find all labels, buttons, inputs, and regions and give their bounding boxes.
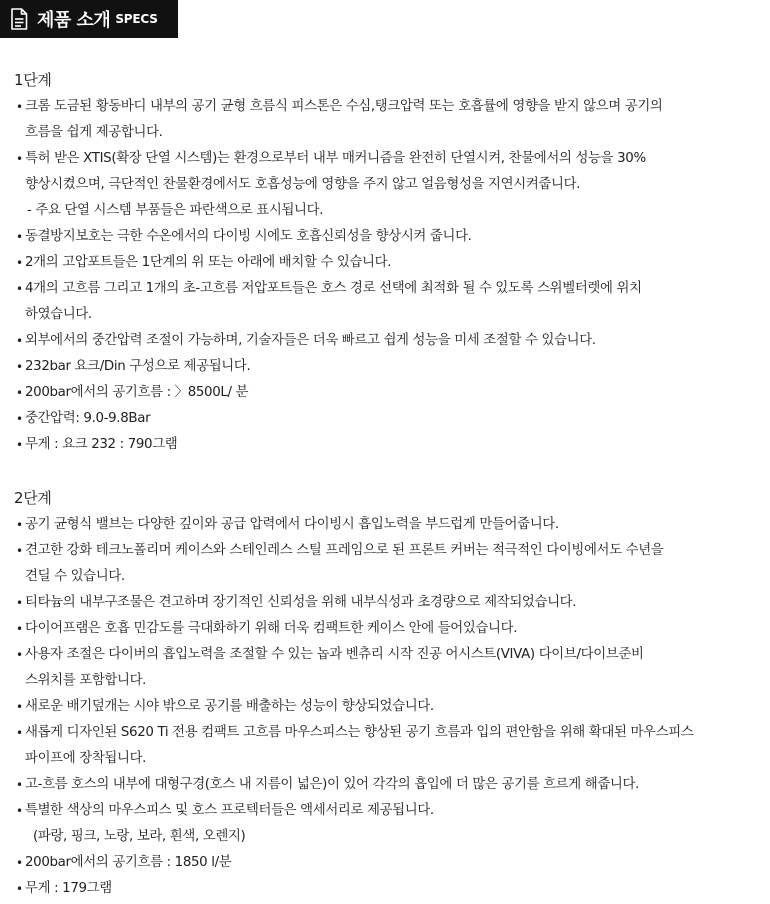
spec-text: 견고한 강화 테크노폴리머 케이스와 스테인레스 스틸 프레임으로 된 프론트 커버는 적극적인 다이빙에서도 수년을 (25, 543, 664, 558)
spec-text-continued: (파랑, 핑크, 노랑, 보라, 흰색, 오렌지) (33, 829, 246, 844)
spec-item (0, 772, 770, 798)
spec-text-continued: 향상시켰으며, 극단적인 찬물환경에서도 호흡성능에 영향을 주지 않고 얼음형성을 지연시켜줍니다. (25, 177, 581, 192)
spec-text-continued: 파이프에 장착됩니다. (25, 751, 147, 766)
spec-text: 200bar에서의 공기흐름 : 〉8500L/ 분 (25, 385, 249, 400)
spec-item (0, 94, 770, 146)
spec-text: 외부에서의 중간압력 조절이 가능하며, 기술자들은 더욱 빠르고 쉽게 성능을 미세 조절할 수 있습니다. (25, 333, 596, 348)
stage2-spec-list (0, 512, 770, 902)
spec-item (0, 850, 770, 876)
spec-item (0, 694, 770, 720)
stage1-section (0, 68, 770, 458)
spec-text: 공기 균형식 밸브는 다양한 깊이와 공급 압력에서 다이빙시 흡입노력을 부드럽게 만들어줍니다. (25, 517, 559, 532)
spec-text: 동결방지보호는 극한 수온에서의 다이빙 시에도 호흡신뢰성을 향상시켜 줍니다. (25, 229, 472, 244)
spec-item (0, 432, 770, 458)
stage1-title: 1단계 (14, 71, 52, 89)
spec-text: 중간압력: 9.0-9.8Bar (25, 411, 151, 426)
spec-text: 새로운 배기덮개는 시야 밖으로 공기를 배출하는 성능이 향상되었습니다. (25, 699, 434, 714)
spec-text: 200bar에서의 공기흐름 : 1850 l/분 (25, 855, 232, 870)
header-subtitle: SPECS (115, 12, 158, 26)
spec-text-continued: 흐름을 쉽게 제공합니다. (25, 125, 163, 140)
spec-item (0, 276, 770, 328)
spec-text: 2개의 고압포트들은 1단계의 위 또는 아래에 배치할 수 있습니다. (25, 255, 392, 270)
spec-item (0, 406, 770, 432)
spec-text: 232bar 요크/Din 구성으로 제공됩니다. (25, 359, 251, 374)
spec-item (0, 642, 770, 694)
spec-text: 특별한 색상의 마우스피스 및 호스 프로텍터들은 액세서리로 제공됩니다. (25, 803, 434, 818)
spec-text: 새롭게 디자인된 S620 Ti 전용 컴팩트 고흐름 마우스피스는 향상된 공기 흐름과 입의 편안함을 위해 확대된 마우스피스 (25, 725, 694, 740)
spec-text-continued: 스위치를 포함합니다. (25, 673, 147, 688)
spec-item (0, 538, 770, 590)
spec-item (0, 354, 770, 380)
spec-text: 특허 받은 XTIS(확장 단열 시스템)는 환경으로부터 내부 매커니즘을 완전히 단열시켜, 찬물에서의 성능을 30% (25, 151, 646, 166)
spec-text: 무게 : 요크 232 : 790그램 (25, 437, 178, 452)
spec-text-continued: 견딜 수 있습니다. (25, 569, 125, 584)
spec-text: 티타늄의 내부구조물은 견고하며 장기적인 신뢰성을 위해 내부식성과 초경량으로 제작되었습니다. (25, 595, 577, 610)
spec-text: 4개의 고흐름 그리고 1개의 초-고흐름 저압포트들은 호스 경로 선택에 최적화 될 수 있도록 스위벨터렛에 위치 (25, 281, 642, 296)
specs-header (0, 0, 178, 38)
spec-item (0, 146, 770, 198)
stage2-title: 2단계 (14, 489, 52, 507)
spec-item (0, 616, 770, 642)
spec-item (0, 328, 770, 354)
spec-item (0, 380, 770, 406)
spec-text: 크롬 도금된 황동바디 내부의 공기 균형 흐름식 피스톤은 수심,탱크압력 또는 호흡률에 영향을 받지 않으며 공기의 (25, 99, 663, 114)
spec-text: 무게 : 179그램 (25, 881, 112, 896)
spec-item (0, 250, 770, 276)
spec-item (0, 798, 770, 850)
spec-item (0, 224, 770, 250)
spec-text: - 주요 단열 시스템 부품들은 파란색으로 표시됩니다. (27, 203, 324, 218)
spec-item (0, 720, 770, 772)
spec-item (0, 590, 770, 616)
spec-text: 다이어프램은 호흡 민감도를 극대화하기 위해 더욱 컴팩트한 케이스 안에 들어있습니다. (25, 621, 518, 636)
spec-text-continued: 하였습니다. (25, 307, 92, 322)
header-title: 제품 소개 (37, 10, 111, 31)
spec-text: 사용자 조절은 다이버의 흡입노력을 조절할 수 있는 놉과 벤츄리 시작 진공 어시스트(VIVA) 다이브/다이브준비 (25, 647, 644, 662)
stage1-spec-list (0, 94, 770, 458)
spec-note (0, 198, 770, 224)
spec-text: 고-흐름 호스의 내부에 대형구경(호스 내 지름이 넓은)이 있어 각각의 흡입에 더 많은 공기를 흐르게 해줍니다. (25, 777, 639, 792)
spec-item (0, 512, 770, 538)
stage2-section (0, 486, 770, 902)
spec-item (0, 876, 770, 902)
document-icon (10, 8, 28, 30)
